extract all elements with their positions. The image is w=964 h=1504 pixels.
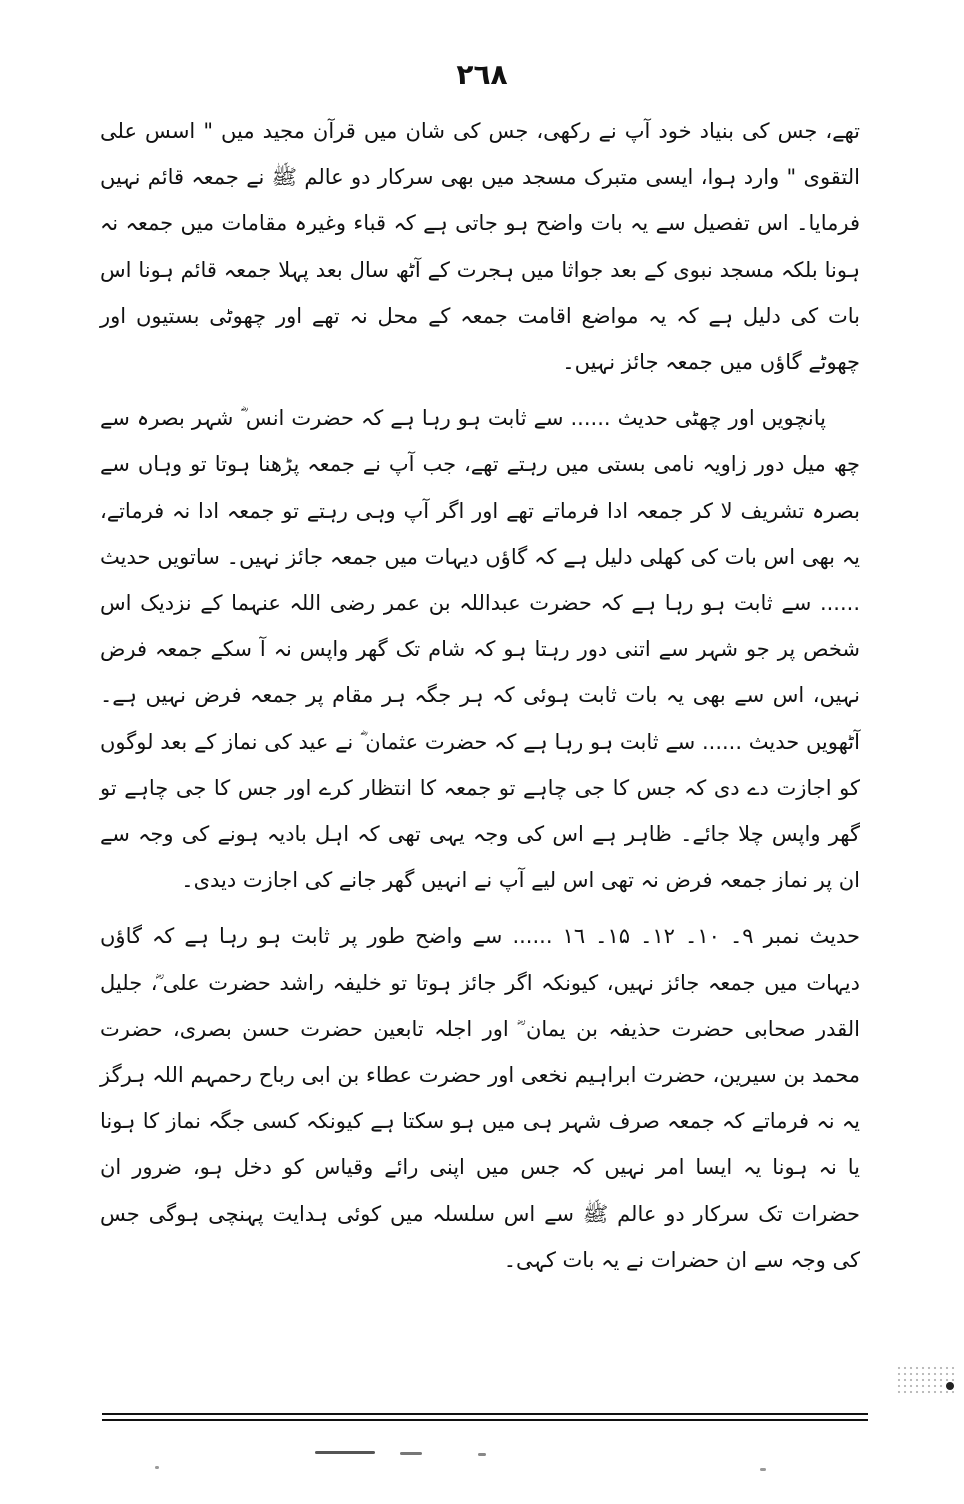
scan-noise — [896, 1365, 956, 1395]
paragraph-1: تھے، جس کی بنیاد خود آپ نے رکھی، جس کی شان میں قرآن مجید میں " اسس علی التقوی " وارد ہوا، ایسی متبرک مسجد میں بھی سرکار دو عالم ﷺ نے جمعہ قائم نہیں فرمایا۔ اس تفصیل سے یہ بات واضح ہو جاتی ہے کہ قباء وغیرہ مقامات میں جمعہ نہ ہونا بلکہ مسجد نبوی کے بعد جواثا میں ہجرت کے آٹھ سال بعد پہلا جمعہ قائم ہونا اس بات کی دلیل ہے کہ یہ مواضع اقامت جمعہ کے محل نہ تھے اور چھوٹی بستیوں اور چھوٹے گاؤں میں جمعہ جائز نہیں۔ — [100, 119, 860, 375]
scan-smudge — [155, 1466, 159, 1469]
paragraph-3: حدیث نمبر ۹۔ ۱۰۔ ۱۲۔ ۱۵۔ ۱٦ ...... سے واضح طور پر ثابت ہو رہا ہے کہ گاؤں دیہات میں جمعہ جائز نہیں، کیونکہ اگر جائز ہوتا تو خلیفہ راشد حضرت علی ؓ، جلیل القدر صحابی حضرت حذیفہ بن یمان ؓ اور اجلہ تابعین حضرت حسن بصری، حضرت محمد بن سیرین، حضرت ابراہیم نخعی اور حضرت عطاء بن ابی رباح رحمہم اللہ ہرگز یہ نہ فرماتے کہ جمعہ صرف شہر ہی میں ہو سکتا ہے کیونکہ کسی جگہ نماز کا ہونا یا نہ ہونا یہ ایسا امر نہیں کہ جس میں اپنی رائے وقیاس کو دخل ہو، ضرور ان حضرات تک سرکار دو عالم ﷺ سے اس سلسلہ میں کوئی ہدایت پہنچی ہوگی جس کی وجہ سے ان حضرات نے یہ بات کہی۔ — [100, 924, 861, 1272]
scan-smudge — [478, 1453, 486, 1456]
body-text — [100, 108, 860, 1283]
scan-smudge — [400, 1452, 422, 1455]
footer-rule-top — [102, 1413, 868, 1415]
scan-smudge — [760, 1468, 766, 1471]
scan-smudge — [315, 1451, 375, 1454]
page-number: ۲٦۸ — [456, 58, 508, 91]
footer-rule-bottom — [102, 1419, 868, 1421]
scan-mark — [946, 1382, 954, 1390]
paragraph-2: پانچویں اور چھٹی حدیث ...... سے ثابت ہو رہا ہے کہ حضرت انس ؓ شہر بصرہ سے چھ میل دور زاویہ نامی بستی میں رہتے تھے، جب آپ نے جمعہ پڑھنا ہوتا تو وہاں سے بصرہ تشریف لا کر جمعہ ادا فرماتے تھے اور اگر آپ وہی رہتے تو جمعہ ادا نہ فرماتے، یہ بھی اس بات کی کھلی دلیل ہے کہ گاؤں دیہات میں جمعہ جائز نہیں۔ ساتویں حدیث ...... سے ثابت ہو رہا ہے کہ حضرت عبداللہ بن عمر رضی اللہ عنہما کے نزدیک اس شخص پر جو شہر سے اتنی دور رہتا ہو کہ شام تک گھر واپس نہ آ سکے جمعہ فرض نہیں، اس سے بھی یہ بات ثابت ہوئی کہ ہر جگہ ہر مقام پر جمعہ فرض نہیں ہے۔ آٹھویں حدیث ...... سے ثابت ہو رہا ہے کہ حضرت عثمان ؓ نے عید کی نماز کے بعد لوگوں کو اجازت دے دی کہ جس کا جی چاہے تو جمعہ کا انتظار کرے اور جس کا جی چاہے تو گھر واپس چلا جائے۔ ظاہر ہے اس کی وجہ یہی تھی کہ اہل بادیہ ہونے کی وجہ سے ان پر نماز جمعہ فرض نہ تھی اس لیے آپ نے انہیں گھر جانے کی اجازت دیدی۔ — [100, 406, 860, 893]
